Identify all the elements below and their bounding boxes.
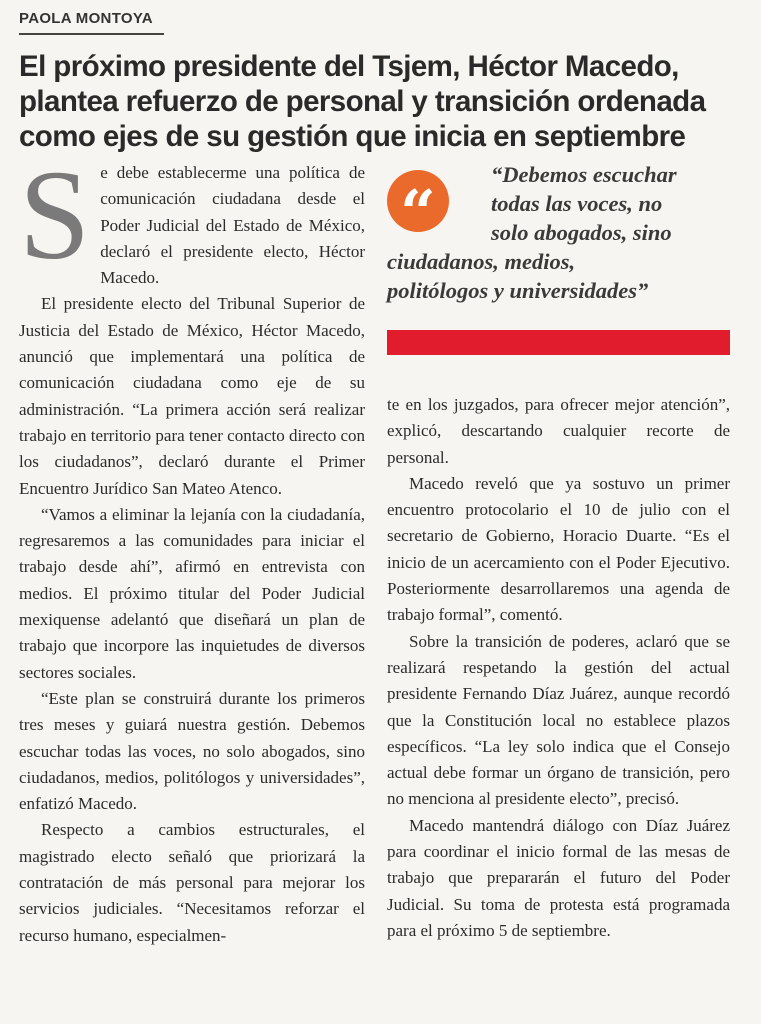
article-paragraph-5: Respecto a cambios estructurales, el magistrado electo señaló que priorizará la contratación de más personal para mejorar los servicios judiciales. “Necesitamos reforzar el recurso humano, especialmen- — [19, 820, 365, 945]
pull-quote-line-4: ciudadanos, medios, — [387, 249, 576, 274]
article-paragraph-2: El presidente electo del Tribunal Superior de Justicia del Estado de México, Héctor Macedo, anunció que implementará una política de comunicación ciudadana como eje de su administración. “La primera acción será realizar trabajo en territorio para tener contacto directo con los ciudadanos”, declaró durante el Primer Encuentro Jurídico San Mateo Atenco. — [19, 294, 365, 498]
article-column-right — [387, 392, 730, 944]
article-paragraph-4: “Este plan se construirá durante los primeros tres meses y guiará nuestra gestión. Debemos escuchar todas las voces, no solo abogados, sino ciudadanos, medios, politólogos y universidades”, enfatizó Macedo. — [19, 688, 365, 814]
headline: El próximo presidente del Tsjem, Héctor Macedo, plantea refuerzo de personal y transición ordenada como ejes de su gestión que inicia en septiembre — [19, 50, 706, 153]
article-paragraph-8: Sobre la transición de poderes, aclaró que se realizará respetando la gestión del actual presidente Fernando Díaz Juárez, aunque recordó que la Constitución local no establece plazos específicos. “La ley solo indica que el Consejo actual debe formar un órgano de transición, pero no menciona al presidente electo”, precisó. — [387, 631, 730, 809]
byline-rule — [19, 33, 164, 35]
pull-quote-line-2: todas las voces, no — [491, 191, 663, 216]
pull-quote — [387, 160, 730, 305]
article-paragraph-6: te en los juzgados, para ofrecer mejor atención”, explicó, descartando cualquier recorte de personal. — [387, 395, 730, 467]
pull-quote-line-3: solo abogados, sino — [491, 220, 672, 245]
pull-quote-line-1: “Debemos escuchar — [491, 162, 677, 187]
red-divider-bar — [387, 330, 730, 355]
byline: PAOLA MONTOYA — [19, 10, 153, 27]
article-paragraph-9: Macedo mantendrá diálogo con Díaz Juárez para coordinar el inicio formal de las mesas de trabajo que prepararán el futuro del Poder Judicial. Su toma de protesta está programada para el próximo 5 de septiembre. — [387, 815, 730, 940]
article-paragraph-7: Macedo reveló que ya sostuvo un primer encuentro protocolario el 10 de julio con el secretario de Gobierno, Horacio Duarte. “Es el inicio de un acercamiento con el Poder Ejecutivo. Posteriormente desarrollaremos una agenda de trabajo formal”, comentó. — [387, 473, 730, 625]
dropcap: S — [19, 144, 91, 286]
article-column-left — [19, 144, 365, 949]
article-paragraph-1: e debe establecerme una política de comunicación ciudadana desde el Poder Judicial del Estado de México, declaró el presidente electo, Héctor Macedo. — [100, 163, 365, 288]
pull-quote-line-5: politólogos y universidades” — [387, 278, 649, 303]
article-paragraph-3: “Vamos a eliminar la lejanía con la ciudadanía, regresaremos a las comunidades para iniciar el trabajo desde ahí”, afirmó en entrevista con medios. El próximo titular del Poder Judicial mexiquense adelantó que diseñará un plan de trabajo que incorpore las inquietudes de diversos sectores sociales. — [19, 504, 365, 682]
quote-icon: “ — [387, 170, 449, 232]
